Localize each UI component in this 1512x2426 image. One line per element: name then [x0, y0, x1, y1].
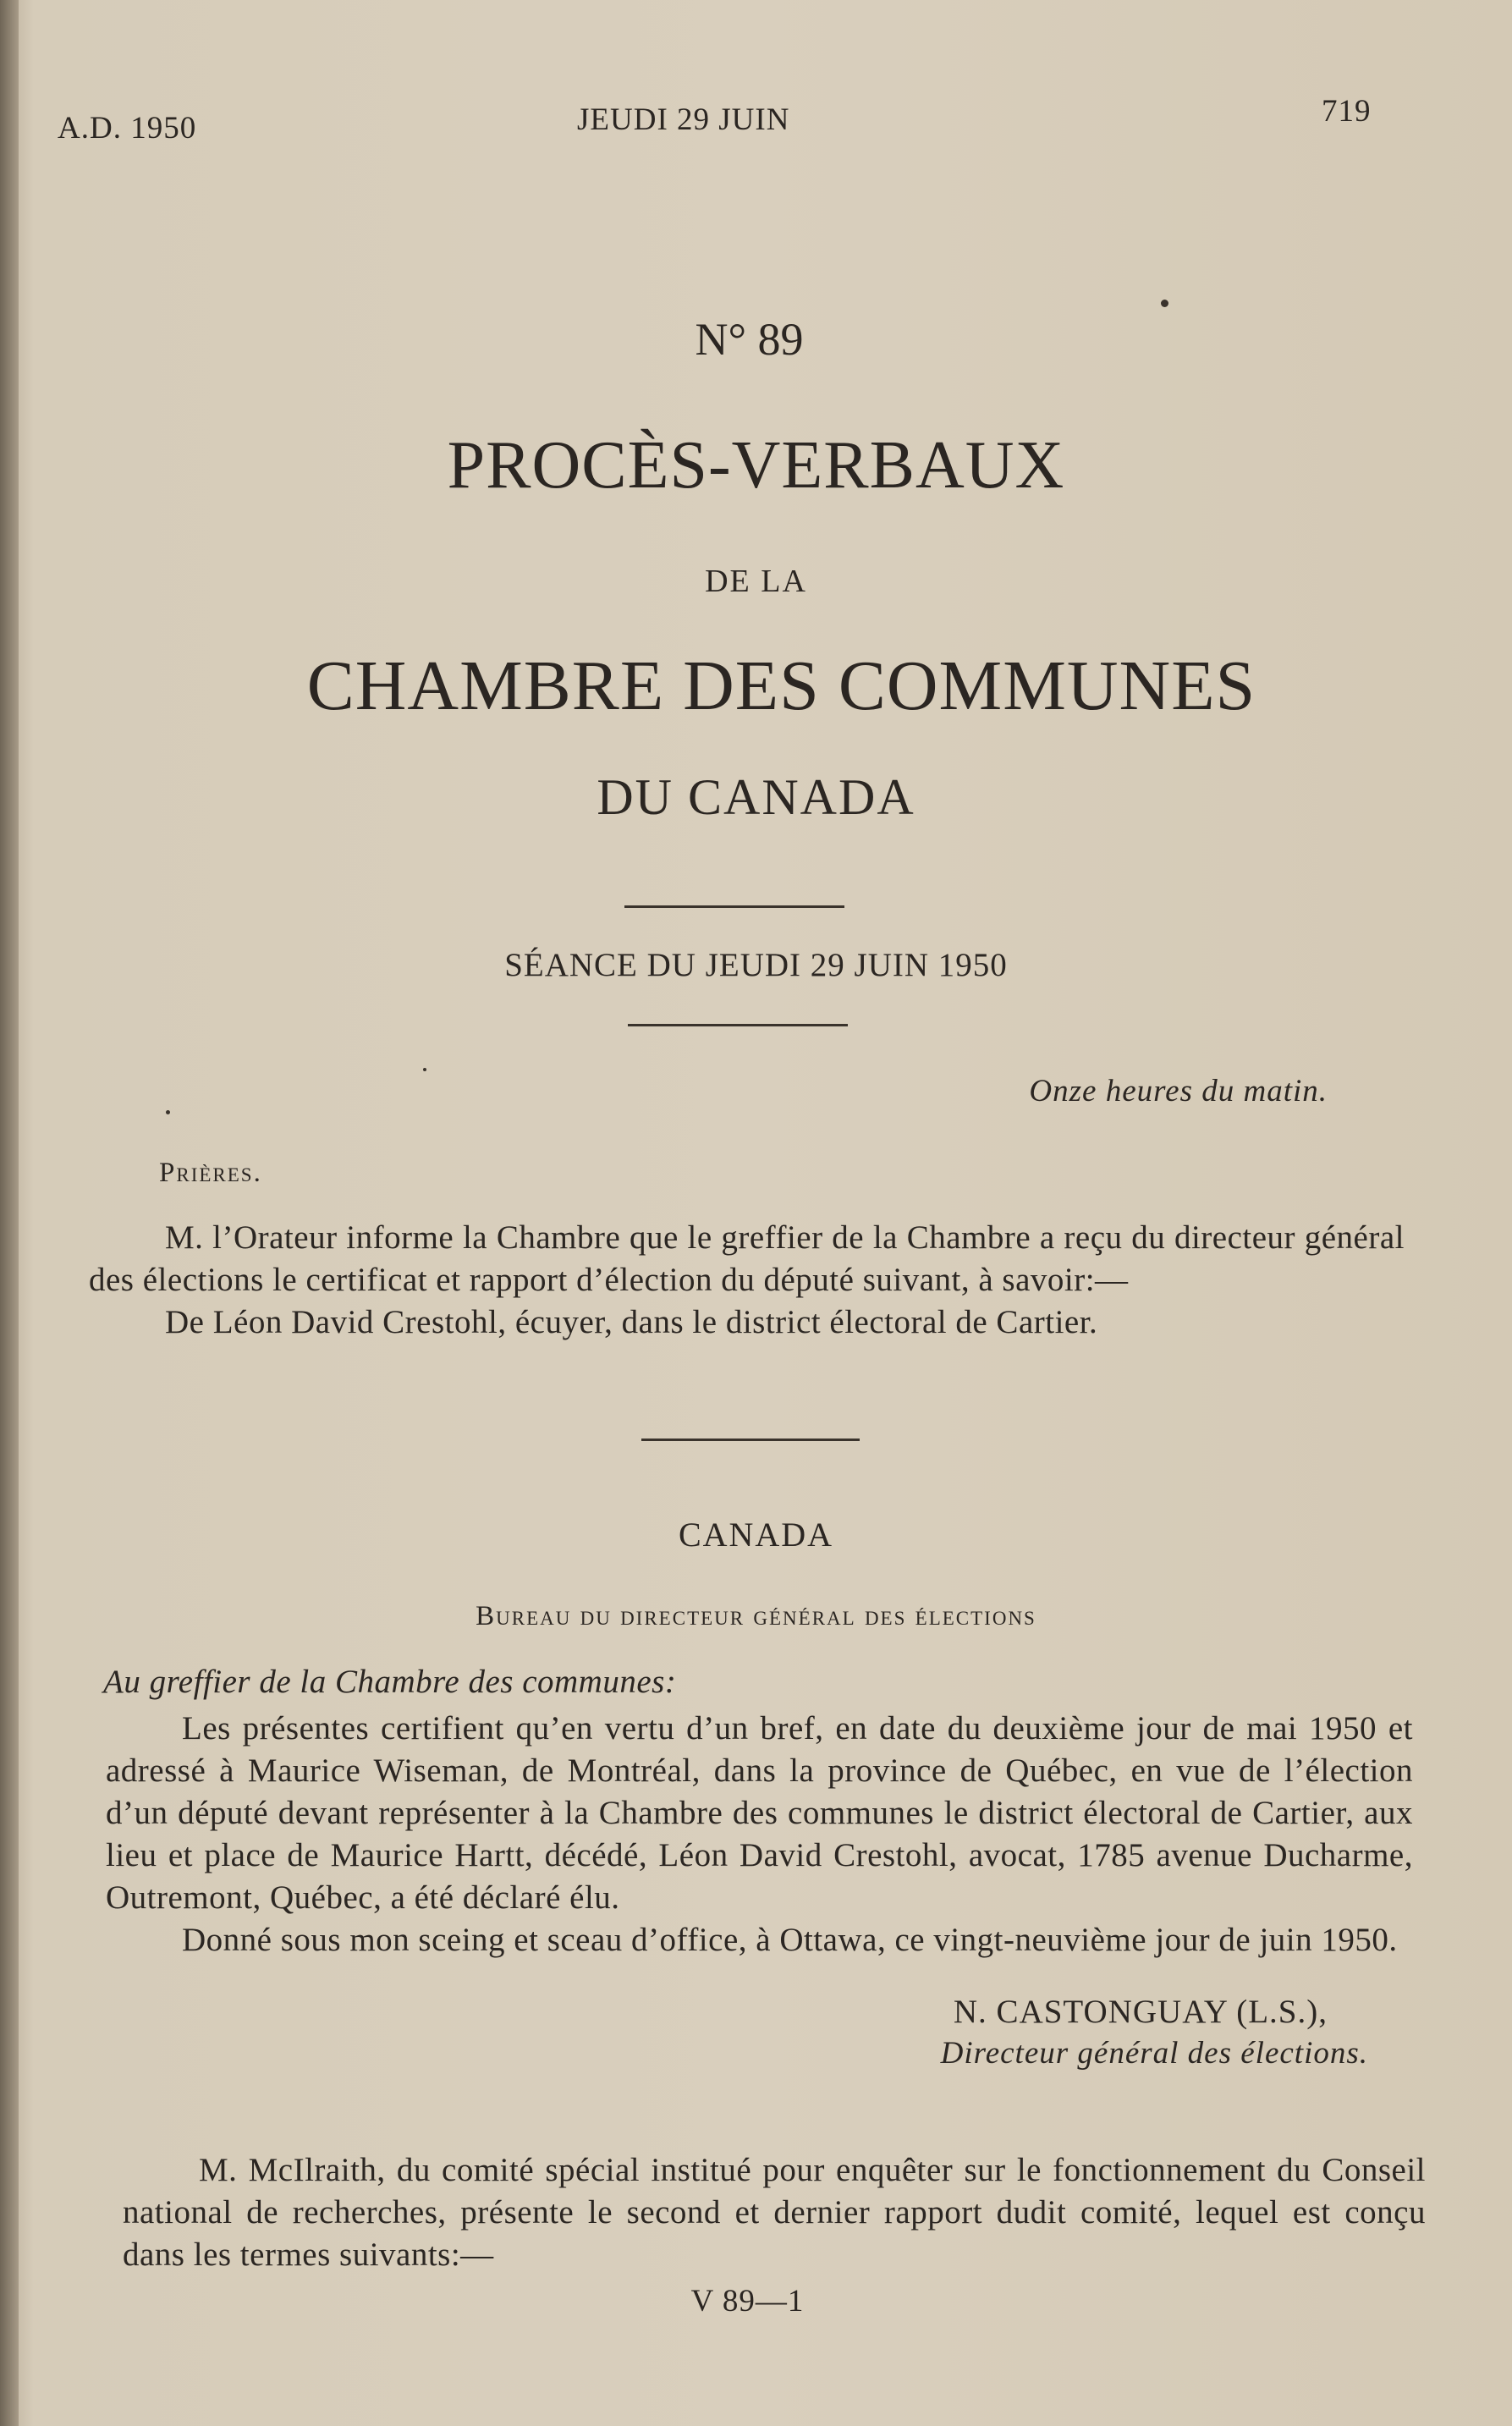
- title-chambre: CHAMBRE DES COMMUNES: [306, 646, 1256, 725]
- addressee-line: Au greffier de la Chambre des communes:: [103, 1664, 677, 1700]
- page-number: 719: [1322, 94, 1372, 129]
- mcilraith-paragraph: [123, 2149, 1426, 2276]
- certificate-body: [106, 1708, 1413, 1961]
- divider-3: [641, 1439, 860, 1441]
- canada-heading: CANADA: [678, 1516, 834, 1554]
- divider-2: [628, 1024, 848, 1026]
- prieres-heading: Prières.: [159, 1158, 262, 1188]
- title-proces-verbaux: PROCÈS-VERBAUX: [447, 428, 1065, 503]
- mcilraith-text: M. McIlraith, du comité spécial institué pour enquêter sur le fonctionnement du Conseil national de recherches, présente le second et dernier rapport dudit comité, lequel est conçu dans les termes suivants:—: [123, 2152, 1426, 2273]
- donne-paragraph: Donné sous mon sceing et sceau d’office, à Ottawa, ce vingt-neuvième jour de juin 1950.: [182, 1922, 1398, 1958]
- header-date: JEUDI 29 JUIN: [577, 102, 790, 137]
- certificate-paragraph: Les présentes certifient qu’en vertu d’un bref, en date du deuxième jour de mai 1950 et adressé à Maurice Wiseman, de Montréal, dans la province de Québec, en vue de l’élection d’un député devant représenter à la Chambre des communes le district électoral de Cartier, aux lieu et place de Maurice Hartt, décédé, Léon David Crestohl, avocat, 1785 avenue Ducharme, Outremont, Québec, a été déclaré élu.: [106, 1710, 1413, 1916]
- orateur-text: M. l’Orateur informe la Chambre que le greffier de la Chambre a reçu du directeur général des élections le certificat et rapport d’élection du député suivant, à savoir:—: [89, 1219, 1405, 1298]
- signature-name: N. CASTONGUAY (L.S.),: [953, 1994, 1328, 2030]
- seance-heading: SÉANCE DU JEUDI 29 JUIN 1950: [504, 947, 1008, 983]
- session-time: Onze heures du matin.: [1029, 1074, 1328, 1108]
- header-year: A.D. 1950: [58, 111, 197, 146]
- orateur-paragraph: [89, 1217, 1405, 1344]
- ink-speck: [166, 1110, 170, 1114]
- signature-title: Directeur général des élections.: [940, 2036, 1368, 2071]
- title-du-canada: DU CANADA: [597, 769, 915, 825]
- title-de-la: DE LA: [705, 564, 807, 599]
- signature-mark: V 89—1: [690, 2284, 805, 2319]
- ink-speck: [1161, 300, 1168, 307]
- ink-speck: [423, 1068, 426, 1071]
- issue-number: N° 89: [695, 314, 804, 365]
- bureau-heading: Bureau du directeur général des élections: [476, 1601, 1036, 1631]
- divider-1: [624, 905, 844, 908]
- crestohl-line: De Léon David Crestohl, écuyer, dans le district électoral de Cartier.: [165, 1304, 1098, 1340]
